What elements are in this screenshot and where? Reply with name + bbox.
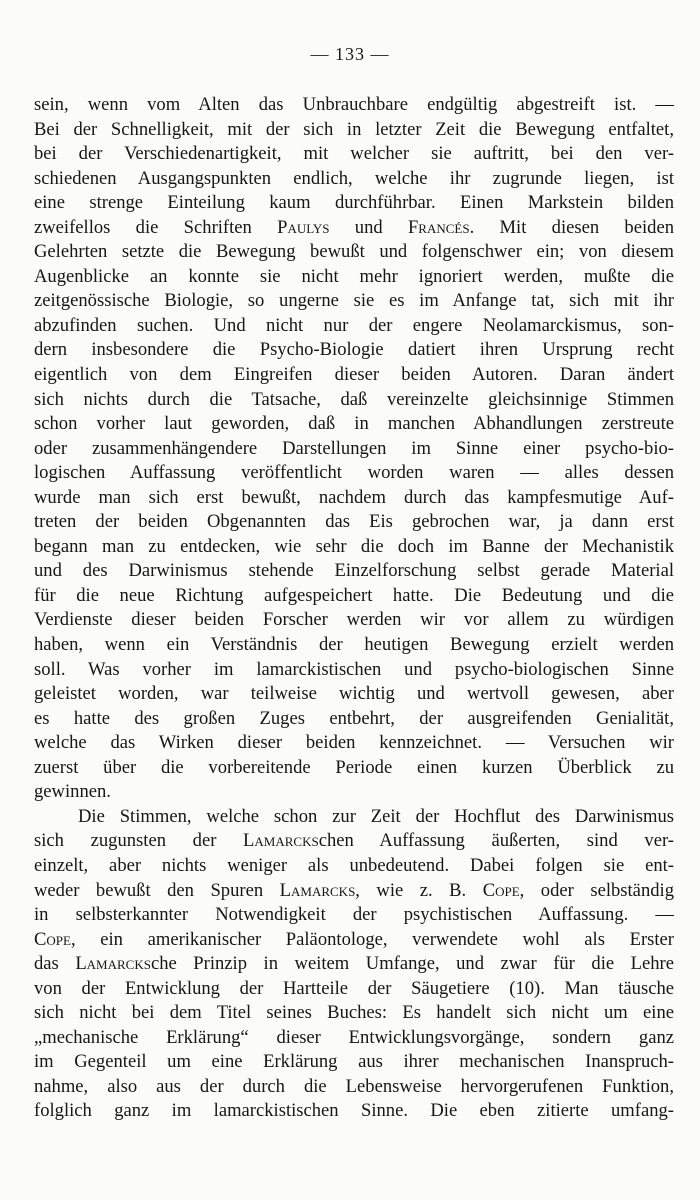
text-line: oder zusammenhängendere Darstellungen im Sinne einer psycho-bio-: [34, 437, 674, 459]
text-line: folglich ganz im lamarckistischen Sinne. Die eben zitierte umfang-: [34, 1100, 674, 1122]
text-line: das Lamarcksche Prinzip in weitem Umfange, und zwar für die Lehre: [34, 953, 674, 975]
text-line: schon vorher laut geworden, daß in manchen Abhandlungen zerstreute: [34, 413, 674, 435]
text-line: wurde man sich erst bewußt, nachdem durch das kampfesmutige Auf-: [34, 486, 674, 508]
text-line: zuerst über die vorbereitende Periode einen kurzen Überblick zu: [34, 756, 674, 778]
text-line: weder bewußt den Spuren Lamarcks, wie z. B. Cope, oder selbständig: [34, 879, 674, 901]
text-line: sein, wenn vom Alten das Unbrauchbare endgültig abgestreift ist. —: [34, 94, 674, 115]
text-line: im Gegenteil um eine Erklärung aus ihrer mechanischen Inanspruch-: [34, 1051, 674, 1073]
text-line: einzelt, aber nichts weniger als unbedeutend. Dabei folgen sie ent-: [34, 854, 674, 876]
text-line: schiedenen Ausgangspunkten endlich, welche ihr zugrunde liegen, ist: [34, 167, 674, 189]
small-caps-name: Francés: [407, 216, 470, 238]
text-line: welche das Wirken dieser beiden kennzeichnet. — Versuchen wir: [34, 732, 674, 754]
text-line: für die neue Richtung aufgespeichert hatte. Die Bedeutung und die: [34, 584, 674, 606]
text-line: treten der beiden Obgenannten das Eis gebrochen war, ja dann erst: [34, 511, 674, 533]
text-line: zweifellos die Schriften Paulys und Francés. Mit diesen beiden: [34, 216, 674, 238]
text-line: sich nicht bei dem Titel seines Buches: Es handelt sich nicht um eine: [34, 1002, 674, 1024]
small-caps-name: Lamarcks: [75, 953, 151, 975]
text-line: geleistet worden, war teilweise wichtig und wertvoll gewesen, aber: [34, 683, 674, 705]
text-line: haben, wenn ein Verständnis der heutigen Bewegung erzielt werden: [34, 634, 674, 656]
text-line: logischen Auffassung veröffentlicht worden waren — alles dessen: [34, 462, 674, 484]
small-caps-name: Paulys: [277, 216, 330, 238]
text-line: Augenblicke an konnte sie nicht mehr ignoriert werden, mußte die: [34, 265, 674, 287]
small-caps-name: Cope: [34, 928, 71, 950]
page-number: — 133 —: [310, 44, 390, 64]
text-line: von der Entwicklung der Hartteile der Säugetiere (10). Man täusche: [34, 977, 674, 999]
text-line: zeitgenössische Biologie, so ungerne sie es im Anfange tat, sich mit ihr: [34, 290, 674, 312]
text-line: und des Darwinismus stehende Einzelforschung selbst gerade Material: [34, 560, 674, 582]
text-line: gewinnen.: [34, 781, 111, 803]
text-line: bei der Verschiedenartigkeit, mit welcher sie auftritt, bei den ver-: [34, 143, 674, 165]
text-line: soll. Was vorher im lamarckistischen und psycho-biologischen Sinne: [34, 658, 674, 680]
small-caps-name: Cope: [482, 879, 520, 901]
small-caps-name: Lamarcks: [243, 830, 319, 852]
text-line: Bei der Schnelligkeit, mit der sich in letzter Zeit die Bewegung entfaltet,: [34, 118, 674, 140]
text-line: abzufinden suchen. Und nicht nur der engere Neolamarckismus, son-: [34, 314, 674, 336]
text-line: nahme, also aus der durch die Lebensweise hervorgerufenen Funktion,: [34, 1075, 674, 1097]
text-line: in selbsterkannter Notwendigkeit der psychistischen Auffassung. —: [34, 904, 674, 926]
text-line: begann man zu entdecken, wie sehr die doch im Banne der Mechanistik: [34, 535, 674, 557]
text-line: dern insbesondere die Psycho-Biologie datiert ihren Ursprung recht: [34, 339, 674, 361]
text-line: sich nichts durch die Tatsache, daß vereinzelte gleichsinnige Stimmen: [34, 388, 674, 410]
text-line: eigentlich von dem Eingreifen dieser beiden Autoren. Daran ändert: [34, 364, 674, 386]
body-text: [34, 93, 674, 1124]
text-line: eine strenge Einteilung kaum durchführbar. Einen Markstein bilden: [34, 192, 674, 214]
text-line: sich zugunsten der Lamarckschen Auffassung äußerten, sind ver-: [34, 830, 674, 852]
text-line: Cope, ein amerikanischer Paläontologe, verwendete wohl als Erster: [34, 928, 674, 950]
text-line: es hatte des großen Zuges entbehrt, der ausgreifenden Genialität,: [34, 707, 674, 729]
small-caps-name: Lamarcks: [279, 879, 356, 901]
text-line: Verdienste dieser beiden Forscher werden wir vor allem zu würdigen: [34, 609, 674, 631]
text-line: Gelehrten setzte die Bewegung bewußt und folgenschwer ein; von diesem: [34, 241, 674, 263]
text-line: Die Stimmen, welche schon zur Zeit der Hochflut des Darwinismus: [78, 805, 674, 827]
text-line: „mechanische Erklärung“ dieser Entwicklungsvorgänge, sondern ganz: [34, 1026, 674, 1048]
